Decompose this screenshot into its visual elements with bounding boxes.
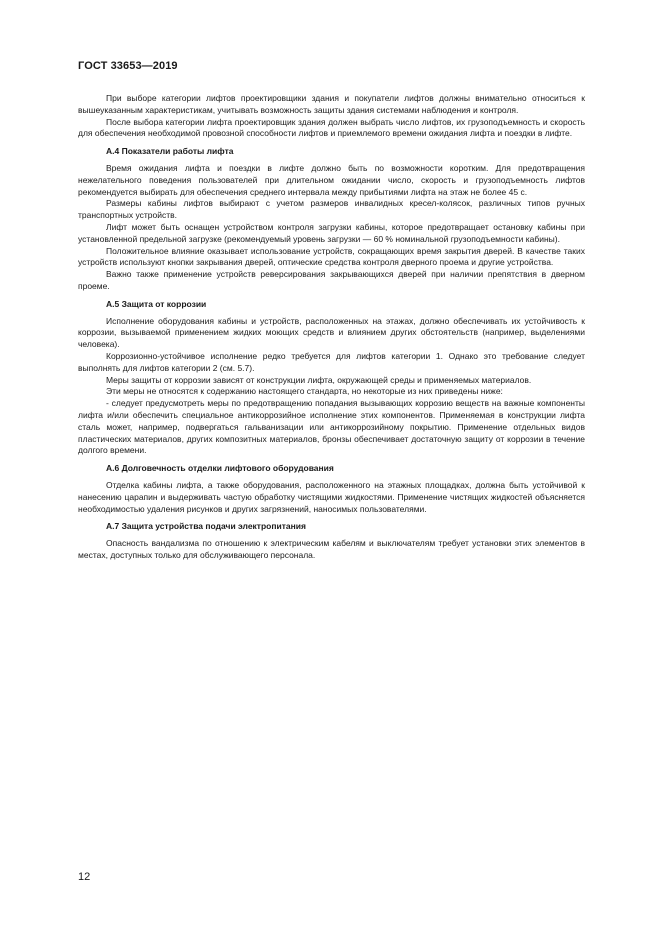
section-a5-title: А.5 Защита от коррозии [106, 298, 207, 309]
section-a4-title: А.4 Показатели работы лифта [106, 146, 234, 157]
document-header [78, 60, 178, 72]
page-content [78, 93, 585, 562]
section-a5-paragraph: Коррозионно-устойчивое исполнение редко требуется для лифтов категории 1. Однако это требование следует выполнять для лифтов категории 2 (см. 5.7). [78, 350, 585, 373]
standard-number: ГОСТ 33653—2019 [78, 60, 178, 72]
section-a6-paragraph: Отделка кабины лифта, а также оборудования, расположенного на этажных площадках, должна быть устойчивой к нанесению царапин и выдерживать частую обработку чистящими жидкостями. Применение чистящих жидкостей объясняется необходимостью удаления рисунков и других загрязнений, наносимых пользователями. [78, 479, 585, 514]
section-a4-paragraph: Размеры кабины лифтов выбирают с учетом размеров инвалидных кресел-колясок, различных типов ручных транспортных устройств. [78, 198, 585, 221]
section-a4-paragraph: Положительное влияние оказывает использование устройств, сокращающих время закрытия дверей. В качестве таких устройств используют кнопки закрывания дверей, оптические средства контроля дверного проема и другие устройства. [78, 245, 585, 268]
page-number: 12 [78, 871, 91, 883]
section-a6-title: А.6 Долговечность отделки лифтового оборудования [106, 463, 334, 474]
section-a4-paragraph: Важно также применение устройств реверсирования закрывающихся дверей при наличии препятствия в дверном проеме. [78, 269, 585, 291]
section-a7-paragraph: Опасность вандализма по отношению к электрическим кабелям и выключателям требует установки этих элементов в местах, доступных только для обслуживающего персонала. [78, 538, 585, 560]
section-a5-paragraph: Исполнение оборудования кабины и устройств, расположенных на этажах, должно обеспечивать их устойчивость к коррозии, вызываемой применением жидких моющих средств и влиянием других обстоятельств (например, выделениями человека). [78, 315, 585, 350]
section-a7-title: А.7 Защита устройства подачи электропитания [106, 521, 306, 532]
section-a5-paragraph: Эти меры не относятся к содержанию настоящего стандарта, но некоторые из них приведены ниже: [106, 386, 503, 397]
section-a4-paragraph: Время ожидания лифта и поездки в лифте должно быть по возможности коротким. Для предотвращения нежелательного поведения пользователей при длительном ожидании число, скорость и грузоподъемность лифтов рекомендуется выбирать для обеспечения среднего интервала между прибытиями лифта на этаж не более 45 с. [78, 162, 585, 197]
intro-paragraph: После выбора категории лифта проектировщик здания должен выбрать число лифтов, их грузоподъемность и скорость для обеспечения необходимой провозной способности лифтов и приемлемого времени ожидания лифта и поездки в лифте. [78, 116, 585, 139]
section-a5-paragraph: Меры защиты от коррозии зависят от конструкции лифта, окружающей среды и применяемых материалов. [106, 374, 532, 385]
section-a5-list-item: - следует предусмотреть меры по предотвращению попадания вызывающих коррозию веществ на важные компоненты лифта и/или обеспечить специальное антикоррозийное исполнение этих компонентов. Применяемая в конструкции лифта сталь может, например, подвергаться гальванизации или антикоррозийному покрытию. Применение отдельных видов пластических материалов, других композитных материалов, бронзы обеспечивает достаточную защиту от коррозии в течение долгого времени. [78, 398, 585, 456]
intro-paragraph: При выборе категории лифтов проектировщики здания и покупатели лифтов должны внимательно относиться к вышеуказанным характеристикам, учитывать возможность защиты здания системами наблюдения и контроля. [78, 93, 585, 115]
section-a4-paragraph: Лифт может быть оснащен устройством контроля загрузки кабины, которое предотвращает остановку кабины при установленной предельной загрузке (рекомендуемый уровень загрузки — 60 % номинальной грузоподъемности кабины). [78, 221, 585, 244]
